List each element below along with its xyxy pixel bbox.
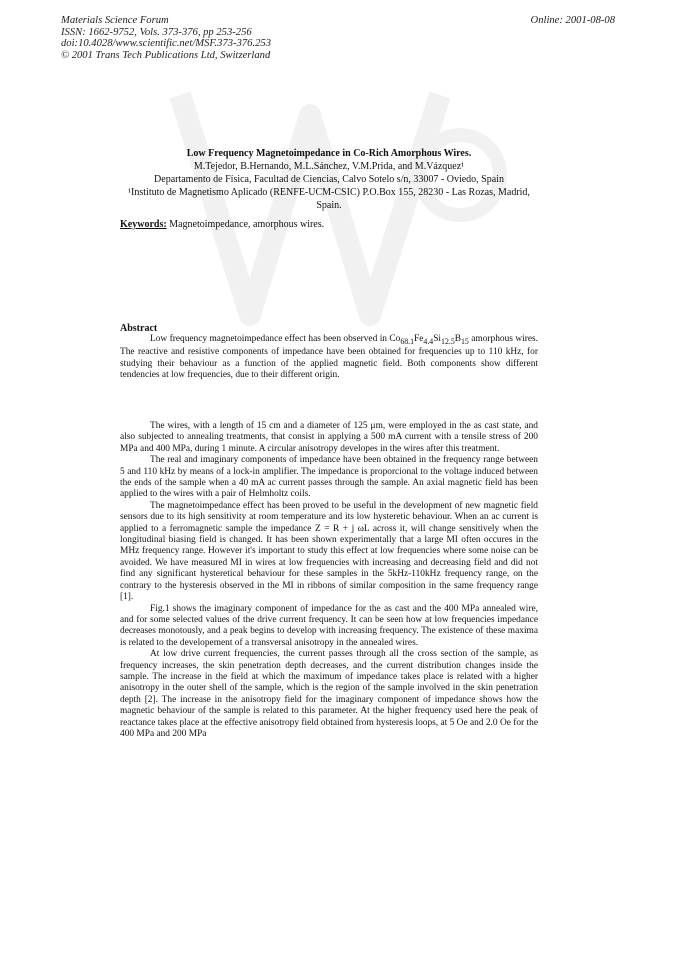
issn-line: ISSN: 1662-9752, Vols. 373-376, pp 253-256 [61,26,252,38]
formula-sub-si: 12.5 [441,336,455,346]
formula-element-si: Si [433,334,442,344]
doi-link[interactable]: doi:10.4028/www.scientific.net/MSF.373-376.253 [61,38,271,50]
formula-sub-b: 15 [461,336,469,346]
keywords-text: Magnetoimpedance, amorphous wires. [166,219,325,230]
online-date: Online: 2001-08-08 [530,15,615,26]
journal-name: Materials Science Forum [61,15,169,26]
body-text [120,421,538,740]
abstract-text-end: amorphous wires. The reactive and resistive components of impedance have been obtained for frequencies up to 110 kHz, for studying their behaviour as a function of the applied magnetic field. Both components show different tendencies at low frequencies, due to their different origin. [120,334,538,381]
keywords-label: Keywords: [120,219,167,230]
authors: M.Tejedor, B.Hernando, M.L.Sánchez, V.M.Prida, and M.Vázquez¹ [193,160,465,172]
body-paragraph-4: Fig.1 shows the imaginary component of impedance for the as cast and the 400 MPa annealed wire, and for some selected values of the drive current frequency. It can be seen how at low frequencies impedance decreases monotously, and a peak begins to develop with increasing frequency. The existence of these maxima is related to the developement of a transversal anisotropy in the annealed wires. [120,603,538,648]
abstract-text-start: Low frequency magnetoimpedance effect has been observed in Co [150,334,401,344]
abstract-heading: Abstract [120,323,158,334]
paper-title: Low Frequency Magnetoimpedance in Co-Rich Amorphous Wires. [186,148,472,159]
body-paragraph-2: The real and imaginary components of impedance have been obtained in the frequency range between 5 and 110 kHz by means of a lock-in amplifier. The impedance is proporcional to the voltage induced between the ends of the sample when a 40 mA ac current passes through the sample. An axial magnetic field has been applied to the wires with a pair of Helmholtz coils. [120,455,538,500]
body-paragraph-5: At low drive current frequencies, the current passes through all the cross section of the sample, as frequency increases, the skin penetration depth decreases, and the current distribution changes inside the sample. The increase in the field at which the maximum of impedance takes place is related with a higher anisotropy in the outer shell of the sample, which is the region of the sample involved in the skin penetration depth [2]. The increase in the anisotropy field for the imaginary component of impedance shows how the magnetic behaviour of the sample is related to this parameter. At the higher frequency used here the peak of reactance takes place at the effective anisotropy field obtained from hysteresis loops, at 5 Oe and 2.0 Oe for the 400 MPa and 200 MPa [120,649,538,739]
copyright-line: © 2001 Trans Tech Publications Ltd, Switzerland [61,49,271,61]
body-paragraph-1: The wires, with a length of 15 cm and a diameter of 125 μm, were employed in the as cast state, and also subjected to annealing treatments, that consist in applying a 500 mA current with a tensile stress of 200 MPa and 400 MPa, during 1 minute. A circular anisotropy developes in the wires after this treatment. [120,421,538,454]
title-block [120,148,538,213]
formula-element-fe: Fe [414,334,424,344]
journal-header [61,15,615,61]
keywords [120,219,538,231]
formula-element-b: B [454,334,462,344]
affiliation-1: Departamento de Física, Facultad de Ciencias, Calvo Sotelo s/n, 33007 - Oviedo, Spain [154,173,504,185]
formula-sub-co: 68.1 [400,336,415,346]
body-paragraph-3: The magnetoimpedance effect has been proved to be useful in the development of new magnetic field sensors due to its high sensitivity at room temperature and its low hysteretic behaviour. When an ac current is applied to a ferromagnetic sample the impedance Z = R + j ωL across it, will change sensitively when the longitudinal biasing field is changed. It has been shown experimentally that a large MI often occures in the MHz frequency range. However it's important to study this effect at low frequencies where some noise can be avoided. We have measured MI in wires at low frequencies with increasing and decreasing field and did not find any significant hysteretical behaviour for these samples in the 5kHz-110kHz frequency range, on the contrary to the hysteresis observed in the MI in ribbons of similar composition in the same frequency range [1]. [120,500,538,603]
affiliation-2: ¹Instituto de Magnetismo Aplicado (RENFE-UCM-CSIC) P.O.Box 155, 28230 - Las Rozas, Madrid, Spain. [128,186,530,211]
formula-sub-fe: 4.4 [423,336,434,346]
abstract-text [120,334,538,382]
abstract-paragraph [120,334,538,382]
